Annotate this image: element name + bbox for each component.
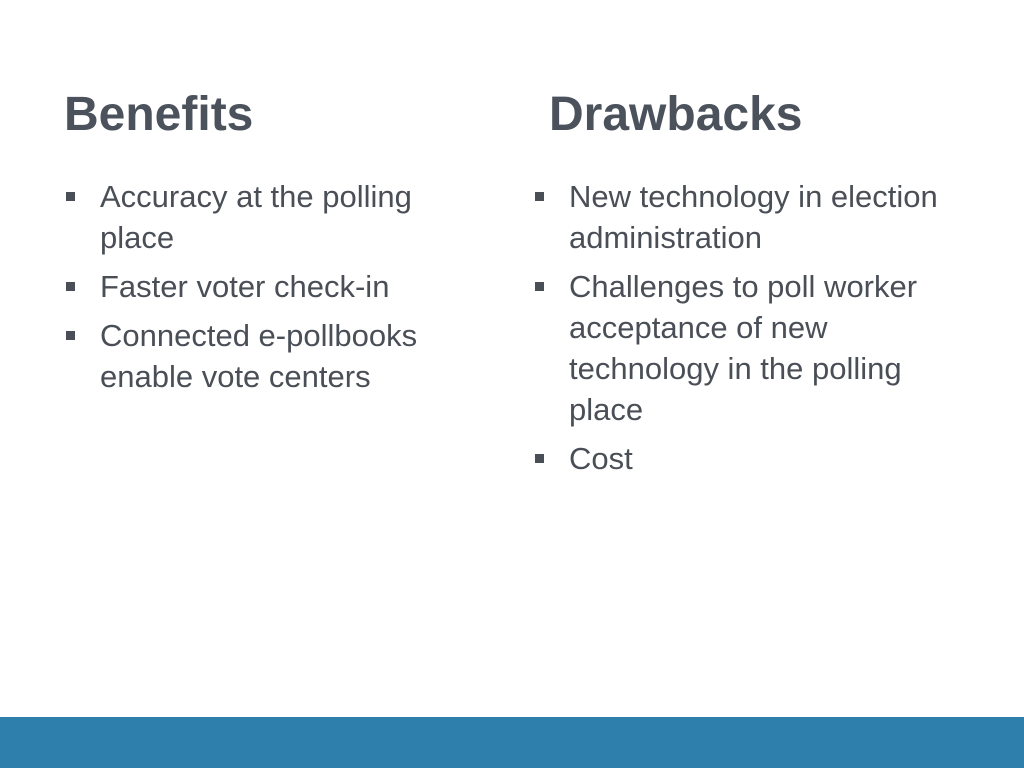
drawbacks-list: [533, 176, 973, 479]
list-item: [64, 315, 484, 397]
benefits-heading: Benefits: [64, 88, 254, 141]
list-item: [64, 176, 484, 258]
drawbacks-heading: Drawbacks: [549, 88, 803, 141]
bullet-text: New technology in election administration: [569, 179, 938, 255]
benefits-list: [64, 176, 484, 397]
footer-bar: [0, 717, 1024, 768]
list-item: [533, 438, 973, 479]
list-item: [533, 176, 973, 258]
bullet-text: Faster voter check-in: [100, 269, 390, 304]
bullet-text: Challenges to poll worker acceptance of new technology in the polling place: [569, 269, 918, 427]
benefits-column: [64, 86, 484, 405]
square-bullet-icon: [66, 192, 75, 201]
square-bullet-icon: [535, 282, 544, 291]
drawbacks-column: [533, 86, 973, 487]
square-bullet-icon: [66, 331, 75, 340]
square-bullet-icon: [535, 192, 544, 201]
bullet-text: Accuracy at the polling place: [100, 179, 412, 255]
list-item: [533, 266, 973, 430]
bullet-text: Cost: [569, 441, 633, 476]
square-bullet-icon: [535, 454, 544, 463]
bullet-text: Connected e-pollbooks enable vote centers: [100, 318, 418, 394]
list-item: [64, 266, 484, 307]
square-bullet-icon: [66, 282, 75, 291]
